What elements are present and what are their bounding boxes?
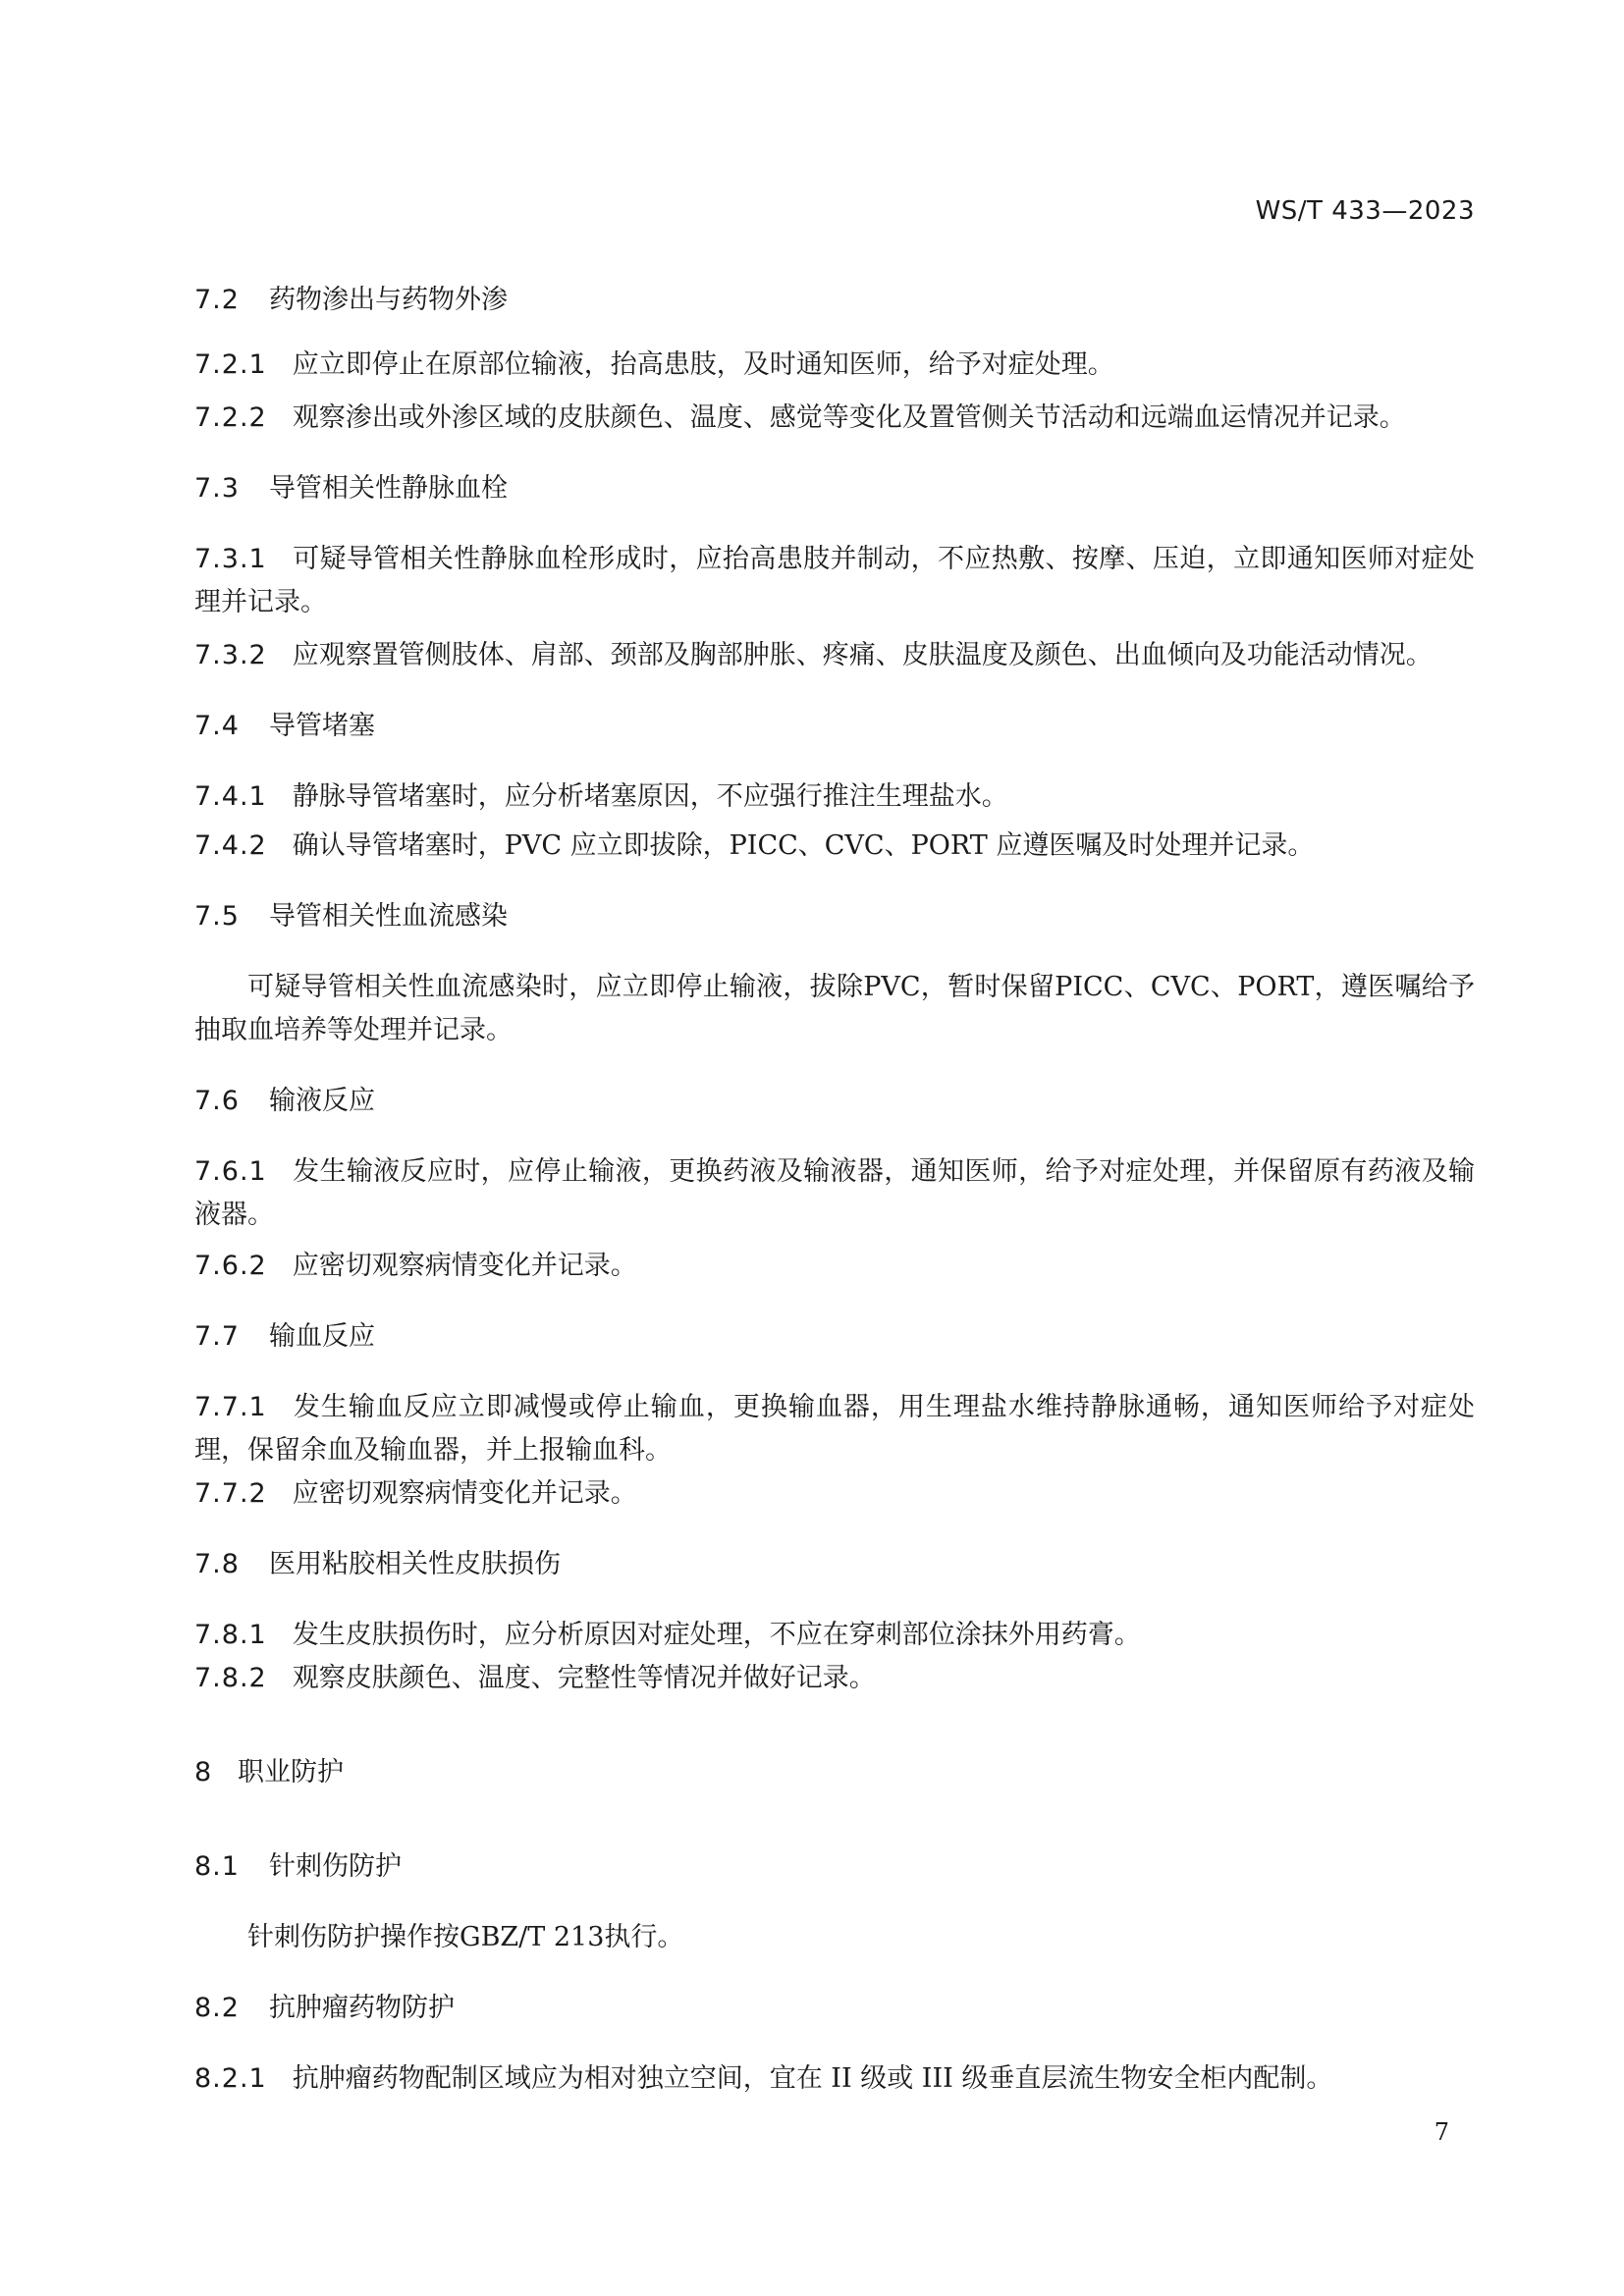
chapter-title: 职业防护 [238, 1757, 344, 1788]
standard-code: WS/T 433—2023 [1255, 196, 1475, 226]
section-number: 8.2 [194, 1993, 240, 2023]
section-number: 7.4 [194, 711, 240, 741]
clause-7-7-2 [194, 1472, 1475, 1516]
clause-7-4-1 [194, 775, 1475, 819]
clause-number: 7.4.2 [194, 830, 267, 861]
clause-text: 发生输血反应立即减慢或停止输血，更换输血器，用生理盐水维持静脉通畅，通知医师给予对症处理，保留余血及输血器，并上报输血科。 [194, 1392, 1475, 1466]
section-heading-8-2 [194, 1987, 1475, 2030]
clause-number: 7.7.1 [194, 1392, 267, 1422]
section-heading-7-6 [194, 1080, 1475, 1123]
clause-number: 8.2.1 [194, 2063, 267, 2094]
chapter-heading-8 [194, 1751, 1475, 1794]
section-title: 针刺伤防护 [269, 1851, 402, 1882]
clause-text: 观察渗出或外渗区域的皮肤颜色、温度、感觉等变化及置管侧关节活动和远端血运情况并记录。 [292, 402, 1406, 433]
section-heading-8-1 [194, 1845, 1475, 1889]
clause-number: 7.6.2 [194, 1251, 267, 1281]
clause-text: 应观察置管侧肢体、肩部、颈部及胸部肿胀、疼痛、皮肤温度及颜色、出血倾向及功能活动情况。 [292, 640, 1433, 670]
section-title: 导管相关性血流感染 [269, 901, 508, 932]
clause-text: 抗肿瘤药物配制区域应为相对独立空间，宜在 II 级或 III 级垂直层流生物安全柜内配制。 [292, 2063, 1333, 2094]
clause-7-7-1 [194, 1386, 1475, 1472]
clause-7-8-2 [194, 1657, 1475, 1700]
clause-text: 观察皮肤颜色、温度、完整性等情况并做好记录。 [292, 1663, 876, 1693]
section-title: 医用粘胶相关性皮肤损伤 [269, 1549, 561, 1579]
clause-text: 应密切观察病情变化并记录。 [292, 1478, 637, 1509]
section-number: 8.1 [194, 1851, 240, 1882]
clause-number: 7.2.2 [194, 402, 267, 433]
document-body [194, 279, 1475, 2101]
clause-text: 可疑导管相关性静脉血栓形成时，应抬高患肢并制动，不应热敷、按摩、压迫，立即通知医师对症处理并记录。 [194, 544, 1475, 617]
clause-number: 7.3.1 [194, 544, 267, 574]
clause-number: 7.2.1 [194, 349, 267, 380]
section-number: 7.2 [194, 285, 240, 315]
clause-7-2-2 [194, 397, 1475, 440]
clause-text: 应密切观察病情变化并记录。 [292, 1251, 637, 1281]
clause-text: 静脉导管堵塞时，应分析堵塞原因，不应强行推注生理盐水。 [292, 781, 1008, 812]
clause-7-6-2 [194, 1245, 1475, 1288]
clause-text: 确认导管堵塞时，PVC 应立即拔除，PICC、CVC、PORT 应遵医嘱及时处理并记录。 [292, 830, 1315, 861]
clause-7-3-1 [194, 538, 1475, 624]
section-number: 7.3 [194, 473, 240, 504]
chapter-number: 8 [194, 1757, 213, 1788]
section-number: 7.5 [194, 901, 240, 932]
clause-7-2-1 [194, 344, 1475, 387]
section-number: 7.6 [194, 1086, 240, 1116]
clause-number: 7.8.1 [194, 1620, 267, 1650]
clause-text: 应立即停止在原部位输液，抬高患肢，及时通知医师，给予对症处理。 [292, 349, 1114, 380]
section-heading-7-5 [194, 895, 1475, 938]
clause-7-3-2 [194, 634, 1475, 677]
clause-number: 7.3.2 [194, 640, 267, 670]
section-title: 药物渗出与药物外渗 [269, 285, 508, 315]
clause-text: 发生输液反应时，应停止输液，更换药液及输液器，通知医师，给予对症处理，并保留原有药液及输液器。 [194, 1156, 1475, 1230]
section-title: 输血反应 [269, 1321, 375, 1352]
clause-number: 7.6.1 [194, 1156, 267, 1187]
paragraph-8-1: 针刺伤防护操作按GBZ/T 213执行。 [247, 1922, 684, 1952]
paragraph-7-5: 可疑导管相关性血流感染时，应立即停止输液，拔除PVC，暂时保留PICC、CVC、PORT，遵医嘱给予抽取血培养等处理并记录。 [194, 972, 1475, 1045]
clause-number: 7.4.1 [194, 781, 267, 812]
section-title: 导管堵塞 [269, 711, 375, 741]
clause-number: 7.8.2 [194, 1663, 267, 1693]
clause-8-2-1 [194, 2057, 1475, 2101]
page-number: 7 [1434, 2118, 1449, 2146]
clause-text: 发生皮肤损伤时，应分析原因对症处理，不应在穿刺部位涂抹外用药膏。 [292, 1620, 1141, 1650]
section-number: 7.8 [194, 1549, 240, 1579]
clause-7-6-1 [194, 1150, 1475, 1237]
section-number: 7.7 [194, 1321, 240, 1352]
section-heading-7-7 [194, 1315, 1475, 1359]
section-heading-7-4 [194, 705, 1475, 748]
section-title: 抗肿瘤药物防护 [269, 1993, 455, 2023]
section-heading-7-2 [194, 279, 1475, 322]
section-heading-7-3 [194, 467, 1475, 510]
section-heading-7-8 [194, 1543, 1475, 1586]
section-title: 输液反应 [269, 1086, 375, 1116]
section-title: 导管相关性静脉血栓 [269, 473, 508, 504]
clause-7-8-1 [194, 1614, 1475, 1657]
clause-number: 7.7.2 [194, 1478, 267, 1509]
clause-7-4-2 [194, 825, 1475, 868]
